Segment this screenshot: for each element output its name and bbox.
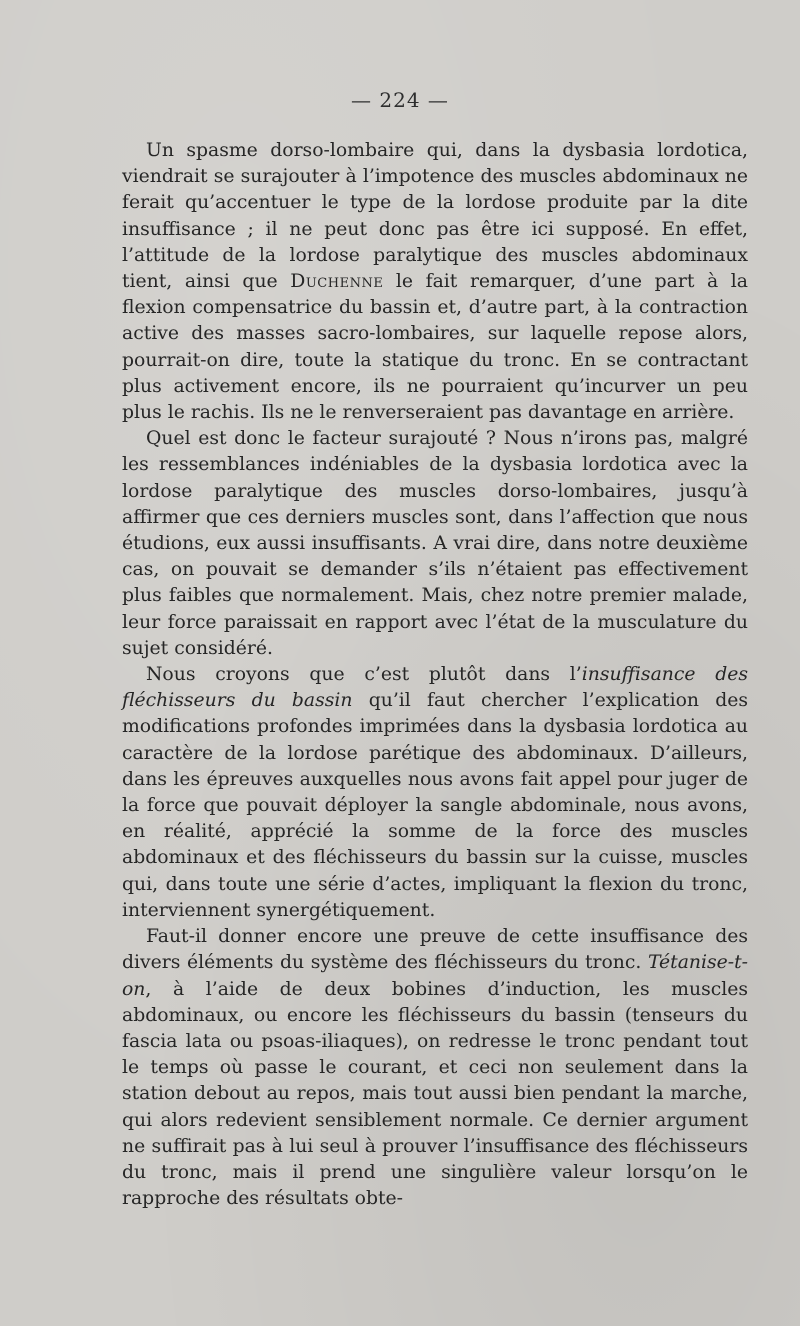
paragraph-2: Quel est donc le facteur surajouté ? Nous n’irons pas, malgré les ressemblances indéniables de la dysbasia lordotica avec la lordose paralytique des muscles dorso-lombaires, jusqu’à affirmer que ces derniers muscles sont, dans l’affection que nous étudions, eux aussi insuffisants. A vrai dire, dans notre deuxième cas, on pouvait se demander s’ils n’étaient pas effectivement plus faibles que normalement. Mais, chez notre premier malade, leur force paraissait en rapport avec l’état de la musculature du sujet considéré.: [122, 428, 748, 659]
paragraph-4-text-b: , à l’aide de deux bobines d’induction, les muscles abdominaux, ou encore les fléchisseurs du bassin (tenseurs du fascia lata ou psoas-iliaques), on redresse le tronc pendant tout le temps où passe le courant, et ceci non seulement dans la station debout au repos, mais tout aussi bien pendant la marche, qui alors redevient sensiblement normale. Ce dernier argument ne suffirait pas à lui seul à prouver l’insuffisance des fléchisseurs du tronc, mais il prend une singulière valeur lorsqu’on le rapproche des résultats obte-: [122, 978, 748, 1210]
paragraph-1: [122, 138, 748, 426]
page-number: — 224 —: [351, 88, 449, 112]
emphasis-insuffisance: insuffisance des fléchisseurs du bassin: [122, 664, 748, 712]
paragraph-1-text-a: Un spasme dorso-lombaire qui, dans la dysbasia lordotica, viendrait se surajouter à l’impotence des muscles abdominaux ne ferait qu’accentuer le type de la lordose produite par la dite insuffisance ; il ne peut donc pas être ici supposé. En effet, l’attitude de la lordose paralytique des muscles abdominaux tient, ainsi que: [122, 140, 748, 293]
paragraph-1-text-b: le fait remarquer, d’une part à la flexion compensatrice du bassin et, d’autre part, à la contraction active des masses sacro-lombaires, sur laquelle repose alors, pourrait-on dire, toute la statique du tronc. En se contractant plus activement encore, ils ne pourraient qu’incurver un peu plus le rachis. Ils ne le renverseraient pas davantage en arrière.: [122, 271, 748, 424]
paragraph-4-text-a: Faut-il donner encore une preuve de cette insuffisance des divers éléments du système des fléchisseurs du tronc.: [122, 926, 748, 974]
emphasis-tetanise: Tétanise-t-on: [122, 952, 748, 1000]
paragraph-3-text-b: qu’il faut chercher l’explication des modifications profondes imprimées dans la dysbasia lordotica au caractère de la lordose parétique des abdominaux. D’ailleurs, dans les épreuves auxquelles nous avons fait appel pour juger de la force que pouvait déployer la sangle abdominale, nous avons, en réalité, apprécié la somme de la force des muscles abdominaux et des fléchisseurs du bassin sur la cuisse, muscles qui, dans toute une série d’actes, impliquant la flexion du tronc, interviennent synergétiquement.: [122, 690, 748, 921]
author-name-duchenne: Duchenne: [290, 271, 384, 293]
paragraph-4: [122, 924, 748, 1212]
paragraph-3-text-a: Nous croyons que c’est plutôt dans l’: [146, 664, 582, 686]
body-text: [122, 138, 748, 1212]
paragraph-3: [122, 662, 748, 924]
